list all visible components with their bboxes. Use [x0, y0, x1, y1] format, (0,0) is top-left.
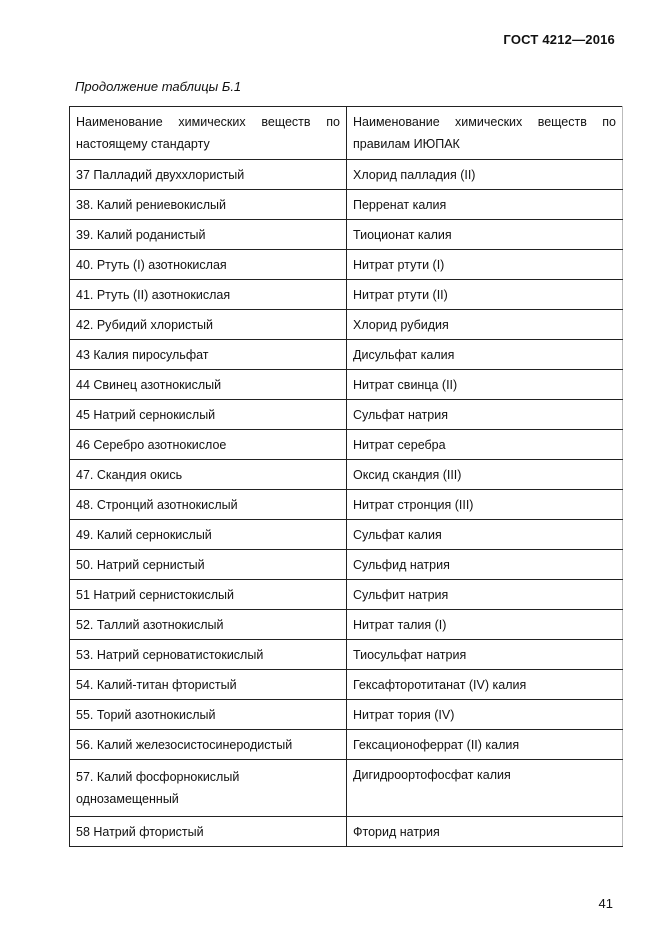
- cell-standard-name: 57. Калий фосфорнокислый однозамещенный: [70, 760, 347, 817]
- table-row: [70, 640, 623, 670]
- cell-standard-name: 48. Стронций азотнокислый: [70, 490, 347, 520]
- table-row: [70, 280, 623, 310]
- cell-iupac-name: Гексационоферрат (II) калия: [347, 730, 623, 760]
- cell-standard-name: 49. Калий сернокислый: [70, 520, 347, 550]
- table-row: [70, 817, 623, 847]
- table-row: [70, 370, 623, 400]
- column-header-iupac: Наименование химических веществ по правилам ИЮПАК: [347, 107, 623, 160]
- cell-standard-name: 51 Натрий сернистокислый: [70, 580, 347, 610]
- cell-iupac-name: Сульфит натрия: [347, 580, 623, 610]
- cell-standard-name: 37 Палладий двуххлористый: [70, 160, 347, 190]
- cell-standard-name: 58 Натрий фтористый: [70, 817, 347, 847]
- cell-iupac-name: Сульфат натрия: [347, 400, 623, 430]
- table-row: [70, 670, 623, 700]
- cell-iupac-name: Гексафторотитанат (IV) калия: [347, 670, 623, 700]
- table-row: [70, 220, 623, 250]
- cell-iupac-name: Фторид натрия: [347, 817, 623, 847]
- cell-standard-name: 50. Натрий сернистый: [70, 550, 347, 580]
- cell-standard-name: 42. Рубидий хлористый: [70, 310, 347, 340]
- cell-standard-name: 38. Калий рениевокислый: [70, 190, 347, 220]
- cell-iupac-name: Нитрат стронция (III): [347, 490, 623, 520]
- page-number: 41: [598, 896, 613, 911]
- table-row: [70, 250, 623, 280]
- table-row: [70, 700, 623, 730]
- cell-standard-name: 46 Серебро азотнокислое: [70, 430, 347, 460]
- cell-standard-name: 52. Таллий азотнокислый: [70, 610, 347, 640]
- cell-iupac-name: Тиоционат калия: [347, 220, 623, 250]
- cell-standard-name: 43 Калия пиросульфат: [70, 340, 347, 370]
- cell-standard-name: 41. Ртуть (II) азотнокислая: [70, 280, 347, 310]
- cell-standard-name: 56. Калий железосистосинеродистый: [70, 730, 347, 760]
- cell-iupac-name: Нитрат ртути (II): [347, 280, 623, 310]
- column-header-standard: Наименование химических веществ по настоящему стандарту: [70, 107, 347, 160]
- cell-iupac-name: Оксид скандия (III): [347, 460, 623, 490]
- cell-standard-name: 55. Торий азотнокислый: [70, 700, 347, 730]
- cell-iupac-name: Нитрат тория (IV): [347, 700, 623, 730]
- table-row: [70, 160, 623, 190]
- cell-iupac-name: Сульфид натрия: [347, 550, 623, 580]
- cell-iupac-name: Перренат калия: [347, 190, 623, 220]
- cell-iupac-name: Хлорид палладия (II): [347, 160, 623, 190]
- substances-table: [69, 106, 623, 847]
- table-row: [70, 430, 623, 460]
- table-row: [70, 460, 623, 490]
- table-header-row: [70, 107, 623, 160]
- table-row: [70, 760, 623, 817]
- cell-iupac-name: Нитрат талия (I): [347, 610, 623, 640]
- table-row: [70, 550, 623, 580]
- cell-iupac-name: Нитрат свинца (II): [347, 370, 623, 400]
- cell-iupac-name: Нитрат серебра: [347, 430, 623, 460]
- cell-iupac-name: Тиосульфат натрия: [347, 640, 623, 670]
- cell-iupac-name: Сульфат калия: [347, 520, 623, 550]
- cell-standard-name: 45 Натрий сернокислый: [70, 400, 347, 430]
- table-row: [70, 580, 623, 610]
- standard-code: ГОСТ 4212—2016: [503, 32, 615, 47]
- table-row: [70, 400, 623, 430]
- table-row: [70, 730, 623, 760]
- cell-standard-name: 54. Калий-титан фтористый: [70, 670, 347, 700]
- cell-standard-name: 39. Калий роданистый: [70, 220, 347, 250]
- cell-standard-name: 47. Скандия окись: [70, 460, 347, 490]
- table-row: [70, 340, 623, 370]
- cell-standard-name: 44 Свинец азотнокислый: [70, 370, 347, 400]
- cell-standard-name: 53. Натрий серноватистокислый: [70, 640, 347, 670]
- table-caption: Продолжение таблицы Б.1: [75, 79, 242, 94]
- table-row: [70, 520, 623, 550]
- table-row: [70, 610, 623, 640]
- cell-standard-name: 40. Ртуть (I) азотнокислая: [70, 250, 347, 280]
- cell-iupac-name: Дисульфат калия: [347, 340, 623, 370]
- cell-iupac-name: Хлорид рубидия: [347, 310, 623, 340]
- table-row: [70, 310, 623, 340]
- cell-iupac-name: Нитрат ртути (I): [347, 250, 623, 280]
- table-row: [70, 190, 623, 220]
- cell-iupac-name: Дигидроортофосфат калия: [347, 760, 623, 817]
- table-row: [70, 490, 623, 520]
